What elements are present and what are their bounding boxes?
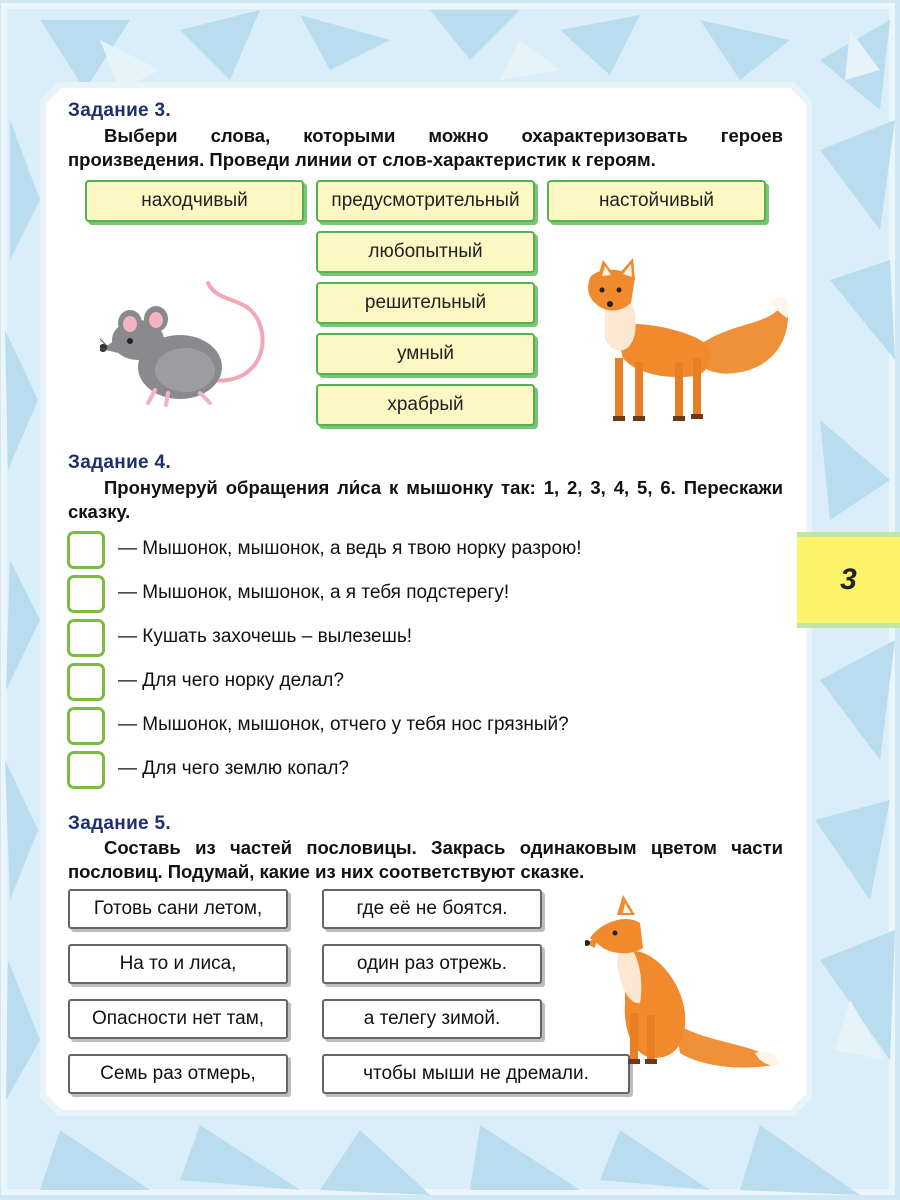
number-box-6[interactable] [67,751,105,789]
proverb-left-1[interactable]: Готовь сани летом, [68,889,288,929]
number-box-5[interactable] [67,707,105,745]
phrase-1: — Мышонок, мышонок, а ведь я твою норку разрою! [118,538,582,559]
number-box-4[interactable] [67,663,105,701]
word-box-curious[interactable]: любопытный [316,231,535,273]
proverb-left-2[interactable]: На то и лиса, [68,944,288,984]
phrase-2: — Мышонок, мышонок, а я тебя подстерегу! [118,582,510,603]
word-box-decisive[interactable]: решительный [316,282,535,324]
proverb-left-4[interactable]: Семь раз отмерь, [68,1054,288,1094]
task3-instruction: Выбери слова, которыми можно охарактеризовать героев произведения. Проведи линии от слов-характеристик к героям. [68,125,783,170]
word-box-smart[interactable]: умный [316,333,535,375]
fox-illustration-sitting [585,893,785,1073]
proverb-left-3[interactable]: Опасности нет там, [68,999,288,1039]
word-box-prudent[interactable]: предусмотрительный [316,180,535,222]
proverb-right-4[interactable]: чтобы мыши не дремали. [322,1054,630,1094]
proverb-right-1[interactable]: где её не боятся. [322,889,542,929]
page-number-tab [797,532,900,628]
phrase-4: — Для чего норку делал? [118,670,344,691]
number-box-2[interactable] [67,575,105,613]
phrase-5: — Мышонок, мышонок, отчего у тебя нос грязный? [118,714,569,735]
number-box-1[interactable] [67,531,105,569]
task5-heading: Задание 5. [68,813,171,834]
number-box-3[interactable] [67,619,105,657]
phrase-3: — Кушать захочешь – вылезешь! [118,626,413,647]
mouse-illustration [100,275,270,415]
task5-instruction: Составь из частей пословицы. Закрась одинаковым цветом части пословиц. Подумай, какие из них соответствуют сказке. [68,837,783,882]
fox-illustration-standing [575,258,795,428]
proverb-right-3[interactable]: а телегу зимой. [322,999,542,1039]
word-box-brave[interactable]: храбрый [316,384,535,426]
word-box-resourceful[interactable]: находчивый [85,180,304,222]
phrase-6: — Для чего землю копал? [118,758,349,779]
word-box-persistent[interactable]: настойчивый [547,180,766,222]
page-number: 3 [840,563,857,596]
task4-heading: Задание 4. [68,452,171,473]
task4-instruction: Пронумеруй обращения ли́са к мышонку так: 1, 2, 3, 4, 5, 6. Перескажи сказку. [68,477,783,522]
task3-heading: Задание 3. [68,100,171,121]
proverb-right-2[interactable]: один раз отрежь. [322,944,542,984]
